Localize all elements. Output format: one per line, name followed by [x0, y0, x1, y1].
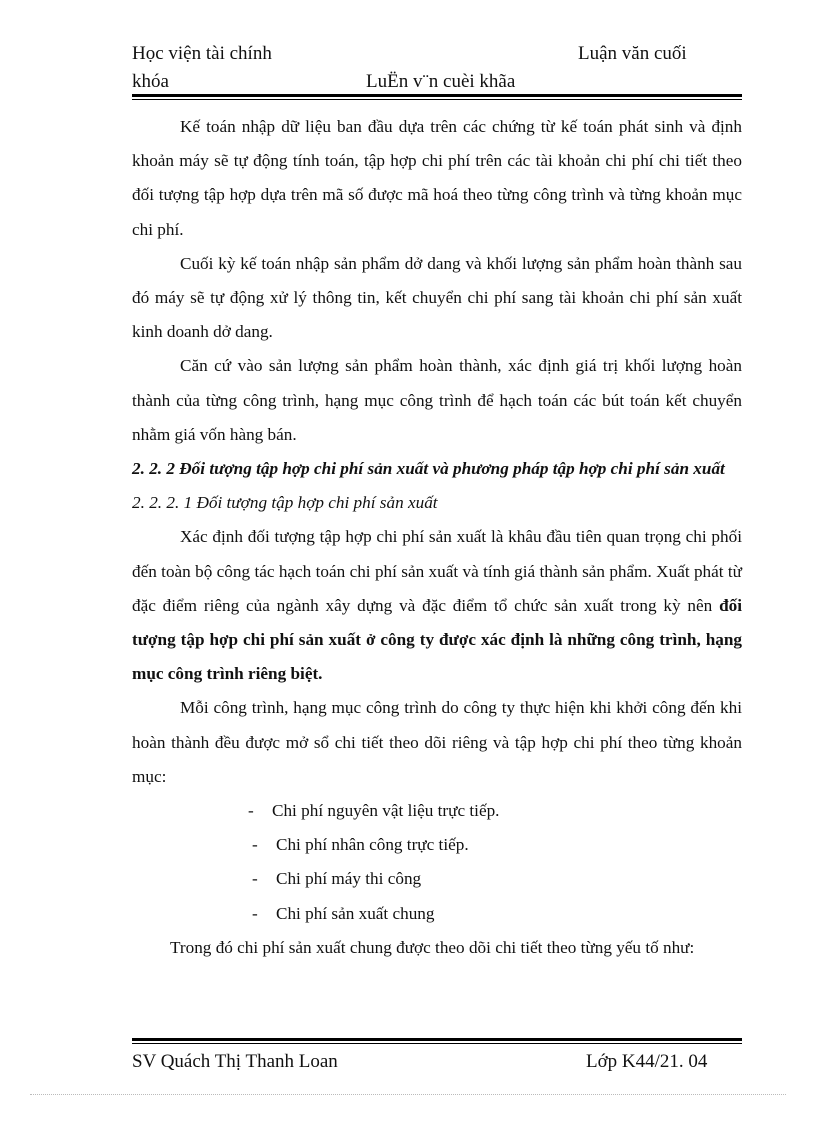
- paragraph-cost-transfer: Căn cứ vào sản lượng sản phẩm hoàn thành, xác định giá trị khối lượng hoàn thành của từng công trình, hạng mục công trình để hạch toán các bút toán kết chuyển nhằm giá vốn hàng bán.: [132, 356, 742, 444]
- list-item: - Chi phí nhân công trực tiếp.: [252, 835, 469, 855]
- header-course-word: khóa: [132, 71, 169, 92]
- header-rule-thin: [132, 99, 742, 100]
- list-item: - Chi phí sản xuất chung: [252, 903, 435, 923]
- cost-item-list: [132, 794, 742, 931]
- list-item: - Chi phí nguyên vật liệu trực tiếp.: [248, 801, 500, 821]
- footer-class-code: Lớp K44/21. 04: [586, 1051, 708, 1072]
- paragraph-data-entry: Kế toán nhập dữ liệu ban đầu dựa trên các chứng từ kế toán phát sinh và định khoản máy sẽ tự động tính toán, tập hợp chi phí trên các tài khoản chi phí chi tiết theo đối tượng tập hợp dựa trên mã số được mã hoá theo từng công trình và từng khoản mục chi phí.: [132, 117, 742, 239]
- header-doc-type: Luận văn cuối: [578, 43, 687, 64]
- subsection-heading-2-2-2-1: 2. 2. 2. 1 Đối tượng tập hợp chi phí sản xuất: [132, 493, 438, 513]
- paragraph-cost-object-text: Xác định đối tượng tập hợp chi phí sản xuất là khâu đầu tiên quan trọng chi phối đến toàn bộ công tác hạch toán chi phí sản xuất và tính giá thành sản phẩm. Xuất phát từ đặc điểm riêng của ngành xây dựng và đặc điểm tổ chức sản xuất trong kỳ nên: [132, 527, 742, 615]
- header-rule-thick: [132, 94, 742, 97]
- header-doc-type-legacy: LuËn v¨n cuèi khãa: [366, 71, 516, 92]
- footer-rule-thin: [132, 1043, 742, 1044]
- document-body: [132, 110, 742, 965]
- header-institution: Học viện tài chính: [132, 43, 272, 64]
- paragraph-general-costs: Trong đó chi phí sản xuất chung được theo dõi chi tiết theo từng yếu tố như:: [170, 937, 695, 957]
- paragraph-period-end: Cuối kỳ kế toán nhập sản phẩm dở dang và khối lượng sản phẩm hoàn thành sau đó máy sẽ tự động xử lý thông tin, kết chuyển chi phí sang tài khoản chi phí sản xuất kinh doanh dở dang.: [132, 253, 742, 342]
- section-heading-2-2-2: 2. 2. 2 Đối tượng tập hợp chi phí sản xuất và phương pháp tập hợp chi phí sản xuất: [132, 459, 725, 479]
- paragraph-tracking: Mỗi công trình, hạng mục công trình do công ty thực hiện khi khởi công đến khi hoàn thành đều được mở sổ chi tiết theo dõi riêng và tập hợp chi phí theo từng khoản mục:: [132, 698, 742, 786]
- footer-rule-thick: [132, 1038, 742, 1041]
- paragraph-cost-object-emphasis: đối tượng tập hợp chi phí sản xuất ở công ty được xác định là những công trình, hạng mục công trình riêng biệt.: [132, 595, 742, 684]
- list-item: - Chi phí máy thi công: [252, 869, 422, 889]
- page-bottom-divider: [30, 1094, 786, 1095]
- footer-student-name: SV Quách Thị Thanh Loan: [132, 1051, 338, 1072]
- paragraph-cost-object: [132, 520, 742, 691]
